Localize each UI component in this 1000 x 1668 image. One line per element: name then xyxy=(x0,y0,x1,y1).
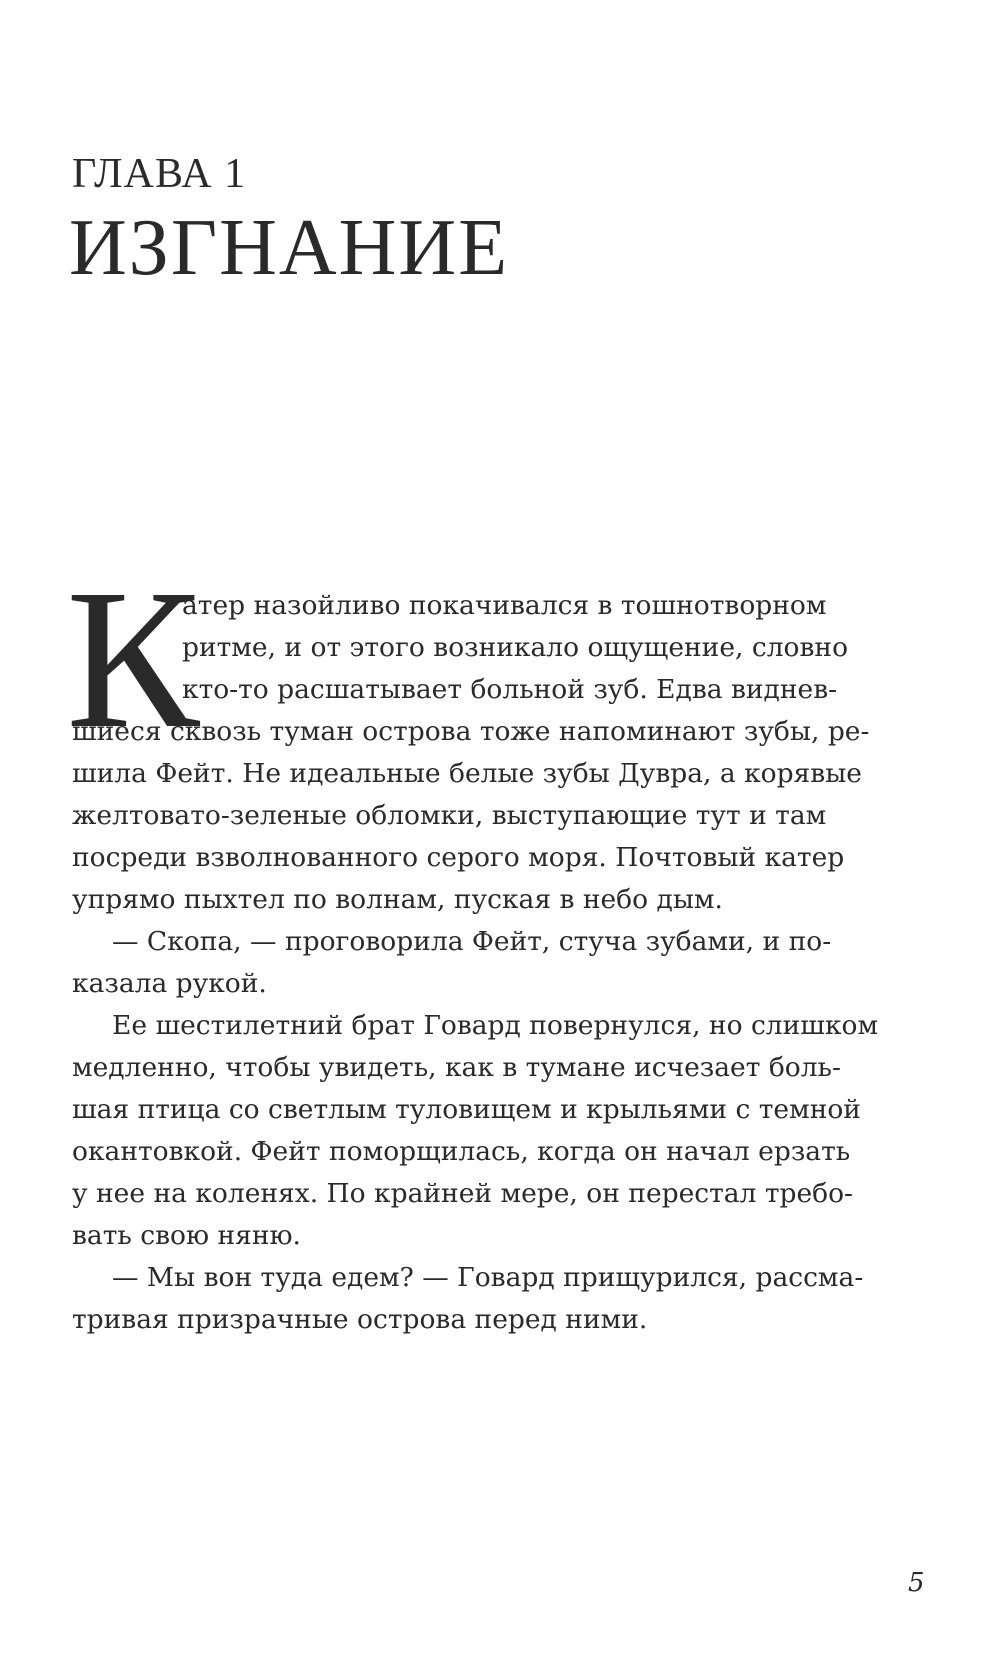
text-line: шая птица со светлым туловищем и крыльями с темной xyxy=(72,1094,861,1125)
text-line: казала рукой. xyxy=(72,968,267,999)
text-line: — Скопа, — проговорила Фейт, стуча зубами, и по- xyxy=(112,926,832,957)
text-line: желтовато-зеленые обломки, выступающие тут и там xyxy=(72,800,827,831)
text-line: кто-то расшатывает больной зуб. Едва виднев- xyxy=(182,674,838,705)
text-line: у нее на коленях. По крайней мере, он перестал требо- xyxy=(72,1178,854,1209)
text-line: окантовкой. Фейт поморщилась, когда он начал ерзать xyxy=(72,1136,851,1167)
text-line: шиеся сквозь туман острова тоже напоминают зубы, ре- xyxy=(72,716,870,747)
page-number: 5 xyxy=(908,1568,925,1598)
text-line: медленно, чтобы увидеть, как в тумане исчезает боль- xyxy=(72,1052,841,1083)
chapter-label: ГЛАВА 1 xyxy=(72,151,247,197)
text-line: Ее шестилетний брат Говард повернулся, но слишком xyxy=(112,1010,879,1041)
chapter-title: ИЗГНАНИЕ xyxy=(69,204,510,292)
text-line: ритме, и от этого возникало ощущение, словно xyxy=(182,632,849,663)
text-line: посреди взволнованного серого моря. Почтовый катер xyxy=(72,842,845,873)
text-line: шила Фейт. Не идеальные белые зубы Дувра, а корявые xyxy=(72,758,862,789)
text-line: вать свою няню. xyxy=(72,1220,301,1251)
drop-cap-letter: К xyxy=(66,549,200,770)
text-line: — Мы вон туда едем? — Говард прищурился, рассма- xyxy=(112,1262,864,1293)
text-line: тривая призрачные острова перед ними. xyxy=(72,1304,648,1335)
text-line: упрямо пыхтел по волнам, пуская в небо дым. xyxy=(72,884,723,915)
text-line: атер назойливо покачивался в тошнотворном xyxy=(182,590,827,621)
